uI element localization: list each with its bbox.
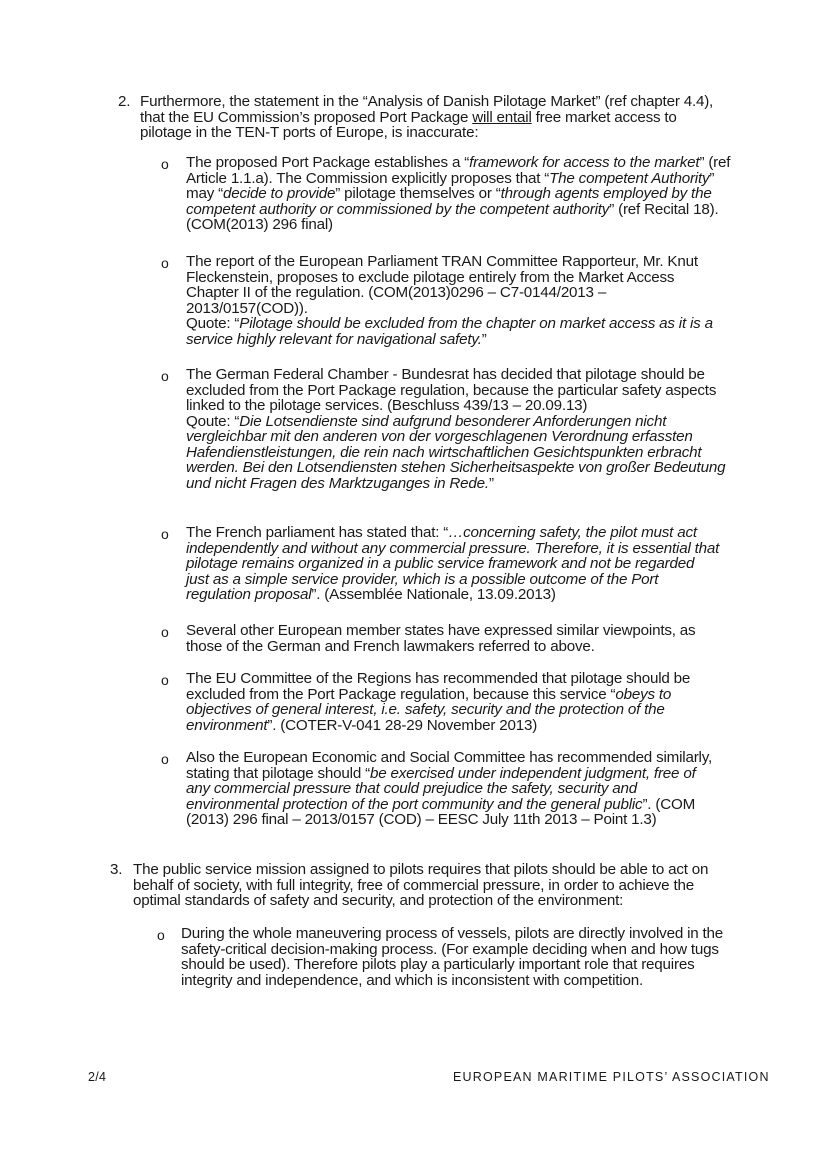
bullet-text: Several other European member states have expressed similar viewpoints, as those of the German and French lawmakers referred to above. (186, 622, 696, 655)
bullet-marker: o (157, 927, 165, 943)
bullet-marker: o (161, 156, 169, 172)
item-text: The public service mission assigned to pilots requires that pilots should be able to act on behalf of society, with full integrity, free of commercial pressure, in order to achieve the optimal standards of safety and security, and protection of the environment: (133, 861, 709, 909)
bullet-marker: o (161, 751, 169, 767)
bullet-marker: o (161, 255, 169, 271)
bullet-marker: o (161, 526, 169, 542)
underlined-phrase: will entail (472, 108, 532, 126)
bullet-marker: o (161, 672, 169, 688)
page-number: 2/4 (88, 1070, 107, 1084)
item-text: Furthermore, the statement in the “Analysis of Danish Pilotage Market” (ref chapter 4.4), that the EU Commission’s proposed Port Package will entail free market access to pilotage in the TEN-T ports of Europe, is inaccurate: (140, 93, 714, 141)
footer-organization: EUROPEAN MARITIME PILOTS’ ASSOCIATION (453, 1070, 770, 1084)
bullet-marker: o (161, 624, 169, 640)
bullet-text: The French parliament has stated that: “…concerning safety, the pilot must act independently and without any commercial pressure. Therefore, it is essential that pilotage remains organized in a public service framework and not be regarded just as a simple service provider, which is a possible outcome of the Port regulation proposal”. (Assemblée Nationale, 13.09.2013) (186, 524, 720, 603)
item-number: 3. (110, 861, 123, 878)
bullet-text: Also the European Economic and Social Committee has recommended similarly, stating that pilotage should “be exercised under independent judgment, free of any commercial pressure that could prejudice the safety, security and environmental protection of the port community and the general public”. (COM (2013) 296 final – 2013/0157 (COD) – EESC July 11th 2013 – Point 1.3) (186, 749, 713, 828)
bullet-marker: o (161, 368, 169, 384)
bullet-text: During the whole maneuvering process of vessels, pilots are directly involved in the safety-critical decision-making process. (For example deciding when and how tugs should be used). Therefore pilots play a particularly important role that requires integrity and independence, and which is inconsistent with competition. (181, 925, 724, 989)
bullet-text: The proposed Port Package establishes a “framework for access to the market” (ref Article 1.1.a). The Commission explicitly proposes that “The competent Authority” may “decide to provide” pilotage themselves or “through agents employed by the competent authority or commissioned by the competent authority” (ref Recital 18). (COM(2013) 296 final) (186, 154, 731, 233)
bullet-text: The report of the European Parliament TRAN Committee Rapporteur, Mr. Knut Fleckenstein, proposes to exclude pilotage entirely from the Market Access Chapter II of the regulation. (COM(2013)0296 – C7-0144/2013 – 2013/0157(COD)). Quote: “Pilotage should be excluded from the chapter on market access as it is a service highly relevant for navigational safety.” (186, 253, 713, 348)
bullet-text: The German Federal Chamber - Bundesrat has decided that pilotage should be excluded from the Port Package regulation, because the particular safety aspects linked to the pilotage services. (Beschluss 439/13 – 20.09.13) Qoute: “Die Lotsendienste sind aufgrund besonderer Anforderungen nicht vergleichbar mit den anderen von der vorgeschlagenen Verordnung erfassten Hafendienstleistungen, die rein nach wirtschaftlichen Gesichtspunkten erbracht werden. Bei den Lotsendiensten stehen Sicherheitsaspekte von großer Bedeutung und nicht Fragen des Marktzuganges in Rede.” (186, 366, 726, 492)
item-number: 2. (118, 93, 131, 110)
bullet-text: The EU Committee of the Regions has recommended that pilotage should be excluded from the Port Package regulation, because this service “obeys to objectives of general interest, i.e. safety, security and the protection of the environment”. (COTER-V-041 28-29 November 2013) (186, 670, 691, 734)
